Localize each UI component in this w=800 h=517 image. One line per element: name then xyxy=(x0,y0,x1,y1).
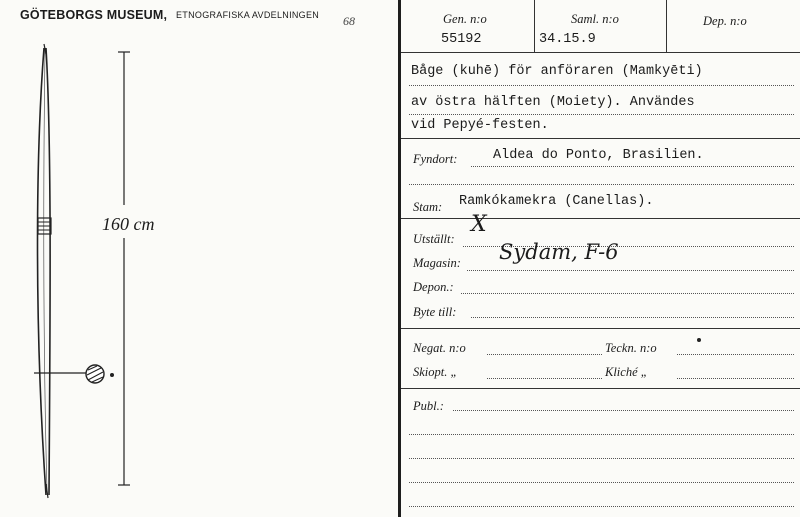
rule xyxy=(409,482,794,483)
description-line: Båge (kuhē) för anföraren (Mamkyēti) xyxy=(411,64,703,79)
utstallt-mark: X xyxy=(471,212,487,237)
stam-label: Stam: xyxy=(413,200,443,214)
rule xyxy=(487,354,602,355)
box-bottom-rule xyxy=(401,52,800,53)
section-rule xyxy=(401,138,800,139)
rule xyxy=(409,114,794,115)
utstallt-label: Utställt: xyxy=(413,232,455,246)
kliche-label: Kliché „ xyxy=(605,365,648,379)
byte-label: Byte till: xyxy=(413,305,457,319)
skiopt-label: Skiopt. „ xyxy=(413,365,458,379)
description-line: av östra hälften (Moiety). Användes xyxy=(411,95,695,110)
fyndort-label: Fyndort: xyxy=(413,152,458,166)
dep-label: Dep. n:o xyxy=(703,14,747,28)
rule xyxy=(461,293,794,294)
magasin-value: Sydam, F-6 xyxy=(499,240,619,264)
teckn-label: Teckn. n:o xyxy=(605,341,657,355)
magasin-label: Magasin: xyxy=(413,256,461,270)
gen-value: 55192 xyxy=(441,32,482,47)
rule xyxy=(677,354,794,355)
rule xyxy=(409,458,794,459)
gen-label: Gen. n:o xyxy=(443,12,487,26)
section-rule xyxy=(401,218,800,219)
rule xyxy=(677,378,794,379)
rule xyxy=(471,317,794,318)
sheet-number: 68 xyxy=(343,14,355,28)
section-rule xyxy=(401,328,800,329)
saml-value: 34.15.9 xyxy=(539,32,596,47)
ink-dot xyxy=(697,338,701,342)
bow-drawing xyxy=(0,0,398,517)
saml-label: Saml. n:o xyxy=(571,12,619,26)
museum-name: GÖTEBORGS MUSEUM, xyxy=(20,8,168,22)
catalog-card xyxy=(401,0,800,517)
box-separator xyxy=(534,0,535,52)
rule xyxy=(453,410,794,411)
section-rule xyxy=(401,388,800,389)
rule xyxy=(409,184,794,185)
publ-label: Publ.: xyxy=(413,399,444,413)
rule xyxy=(467,270,794,271)
rule xyxy=(409,506,794,507)
department-name: ETNOGRAFISKA AVDELNINGEN xyxy=(176,10,320,20)
rule xyxy=(409,85,794,86)
stam-value: Ramkókamekra (Canellas). xyxy=(459,194,654,209)
negat-label: Negat. n:o xyxy=(413,341,466,355)
depon-label: Depon.: xyxy=(413,280,454,294)
rule xyxy=(487,378,602,379)
rule xyxy=(471,166,794,167)
fyndort-value: Aldea do Ponto, Brasilien. xyxy=(493,148,704,163)
rule xyxy=(409,434,794,435)
box-separator xyxy=(666,0,667,52)
length-label: 160 cm xyxy=(102,214,155,234)
description-line: vid Pepyé-festen. xyxy=(411,118,549,133)
